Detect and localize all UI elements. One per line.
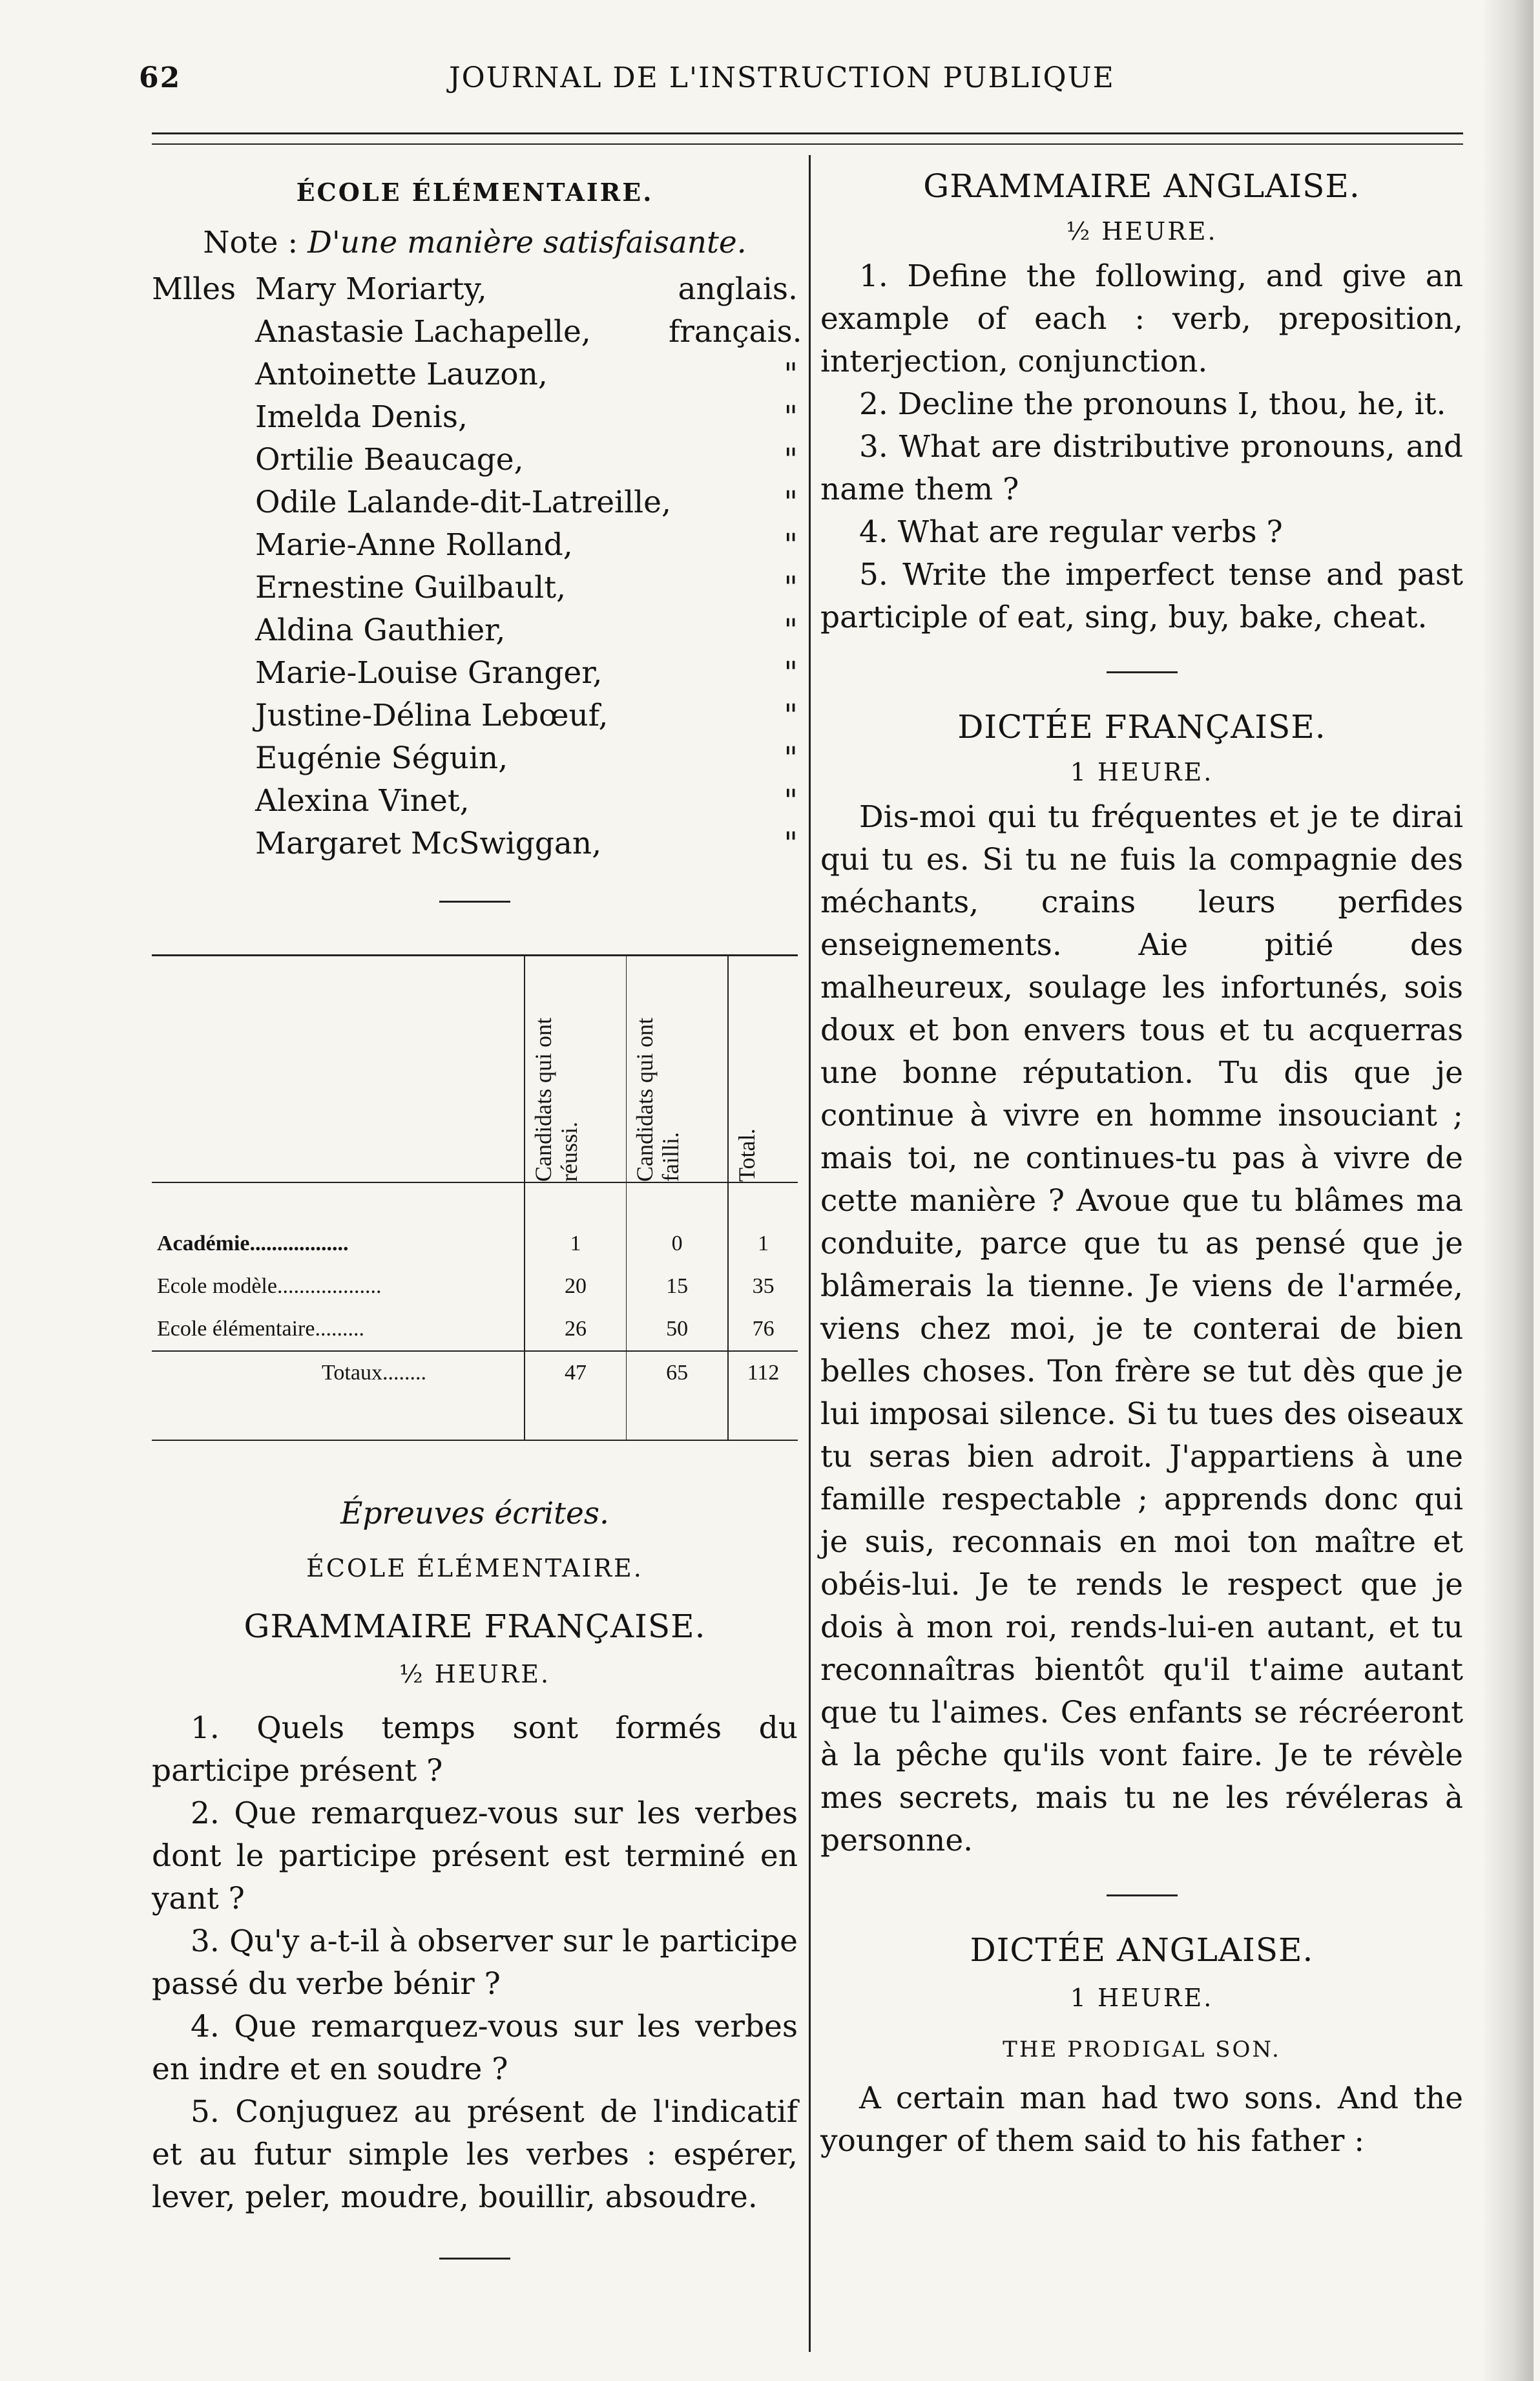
cell-failli: 65 [627, 1351, 729, 1394]
list-item [152, 439, 798, 481]
section-divider [439, 2258, 510, 2260]
left-column [152, 165, 802, 2260]
student-name: Alexina Vinet, [255, 783, 470, 819]
cell-total: 1 [758, 1232, 769, 1255]
page-number: 62 [139, 61, 182, 94]
list-item [152, 567, 798, 609]
question-item: 3. What are distributive pronouns, and name them ? [820, 429, 1463, 507]
list-item [152, 652, 798, 695]
ditto-mark: " [784, 357, 798, 392]
table-row [152, 1308, 798, 1351]
question-item: 2. Decline the pronouns I, thou, he, it. [859, 386, 1446, 422]
note-value: D'une manière satisfaisante. [307, 225, 747, 260]
question-item: 1. Quels temps sont formés du participe présent ? [152, 1710, 798, 1788]
header-rule [152, 132, 1463, 134]
ditto-mark: " [784, 613, 798, 648]
names-prefix: Mlles [152, 271, 236, 307]
list-item [152, 481, 798, 524]
student-name: Aldina Gauthier, [255, 613, 506, 648]
table-row [152, 1222, 798, 1265]
question-item: 5. Write the imperfect tense and past participle of eat, sing, buy, bake, cheat. [820, 557, 1463, 635]
epreuves-heading: Épreuves écrites. [340, 1496, 609, 1531]
list-item [152, 609, 798, 652]
student-name: Eugénie Séguin, [255, 740, 508, 776]
question-item: 5. Conjuguez au présent de l'indicatif et au futur simple les verbes : espérer, lever, peler, moudre, bouillir, absoudre. [152, 2094, 798, 2215]
cell-reussi: 20 [525, 1265, 627, 1308]
dictee-francaise-title: DICTÉE FRANÇAISE. [957, 708, 1326, 746]
table-header-row [152, 956, 798, 1182]
grammaire-anglaise-time: ½ HEURE. [1066, 217, 1218, 246]
grammaire-francaise-title: GRAMMAIRE FRANÇAISE. [244, 1608, 706, 1645]
cell-failli: 15 [627, 1265, 729, 1308]
col-header-reussi: Candidats qui ont réussi. [530, 1018, 582, 1182]
cell-failli: 0 [627, 1222, 729, 1265]
running-header [139, 61, 1470, 94]
dictee-anglaise-subtitle: THE PRODIGAL SON. [1003, 2037, 1281, 2062]
dictee-anglaise-text: A certain man had two sons. And the younger of them said to his father : [820, 2081, 1463, 2159]
list-item [152, 695, 798, 737]
page-edge-shadow [1482, 0, 1534, 2381]
list-item [152, 268, 798, 311]
results-table [152, 956, 798, 1440]
ditto-mark: " [784, 740, 798, 776]
student-name: Odile Lalande-dit-Latreille, [255, 485, 671, 520]
question-item: 1. Define the following, and give an example of each : verb, preposition, interjection, conjunction. [820, 258, 1463, 379]
list-item [152, 353, 798, 396]
ditto-mark: " [784, 783, 798, 819]
student-name: Marie-Louise Granger, [255, 655, 603, 691]
student-name: Marie-Anne Rolland, [255, 527, 573, 563]
dictee-francaise-text: Dis-moi qui tu fréquentes et je te dirai qui tu es. Si tu ne fuis la compagnie des méchants, crains leurs perfides enseignements. Aie pitié des malheureux, soulage les infortunés, sois doux et bon envers tous et tu acquerras une bonne réputation. Tu dis que je continue à vivre en homme insouciant ; mais toi, ne continues-tu pas à vivre de cette manière ? Avoue que tu blâmes ma conduite, parce que tu as pensé que je blâmerais la tienne. Je viens de l'armée, viens chez moi, je te conterai de bien belles choses. Ton frère se tut dès que je lui imposai silence. Si tu tues des oiseaux tu seras bien adroit. J'appartiens à une famille respectable ; apprends donc qui je suis, reconnais en moi ton maître et obéis-lui. Je te rends le respect que je dois à mon roi, rends-lui-en autant, et tu reconnaîtras bientôt qu'il t'aime autant que tu l'aimes. Ces enfants se récréeront à la pêche qu'ils vont faire. Je te révèle mes secrets, mais tu ne les révéleras à personne. [820, 799, 1463, 1858]
student-subject: français. [669, 314, 802, 350]
cell-total: 76 [752, 1317, 775, 1341]
row-label: Ecole élémentaire......... [157, 1317, 364, 1341]
results-table-wrap [152, 954, 798, 1441]
section-divider [1107, 1894, 1178, 1896]
col-header-total: Total. [734, 1128, 760, 1182]
question-item: 4. What are regular verbs ? [859, 514, 1283, 550]
ditto-mark: " [784, 485, 798, 520]
list-item [152, 823, 798, 865]
student-name: Ortilie Beaucage, [255, 442, 524, 477]
header-rule-2 [152, 143, 1463, 145]
ditto-mark: " [784, 527, 798, 563]
names-list [152, 268, 802, 865]
grammaire-francaise-time: ½ HEURE. [399, 1660, 551, 1688]
student-name: Mary Moriarty, [255, 271, 487, 307]
student-name: Justine-Délina Lebœuf, [255, 698, 609, 733]
ditto-mark: " [784, 698, 798, 733]
table-row [152, 1265, 798, 1308]
table-total-row [152, 1351, 798, 1394]
ditto-mark: " [784, 399, 798, 435]
col-header-failli: Candidats qui ont failli. [632, 1018, 684, 1182]
question-item: 2. Que remarquez-vous sur les verbes dont le participe présent est terminé en yant ? [152, 1796, 798, 1916]
ditto-mark: " [784, 826, 798, 861]
dictee-anglaise-time: 1 HEURE. [1070, 1984, 1214, 2012]
list-item [152, 311, 802, 353]
student-name: Anastasie Lachapelle, [255, 314, 591, 350]
ecole-elementaire-heading-2: ÉCOLE ÉLÉMENTAIRE. [306, 1554, 643, 1582]
question-item: 3. Qu'y a-t-il à observer sur le participe passé du verbe bénir ? [152, 1924, 798, 2002]
ditto-mark: " [784, 655, 798, 691]
cell-total: 35 [752, 1274, 775, 1298]
row-label: Ecole modèle................... [157, 1274, 382, 1298]
grammaire-anglaise-title: GRAMMAIRE ANGLAISE. [923, 167, 1360, 205]
total-label: Totaux........ [322, 1361, 426, 1385]
row-label: Académie.................. [157, 1232, 349, 1255]
note-line [152, 222, 798, 264]
ecole-elementaire-heading: ÉCOLE ÉLÉMENTAIRE. [296, 178, 654, 207]
student-name: Margaret McSwiggan, [255, 826, 602, 861]
list-item [152, 396, 798, 439]
student-name: Antoinette Lauzon, [255, 357, 548, 392]
note-label: Note : [203, 225, 298, 260]
journal-title: JOURNAL DE L'INSTRUCTION PUBLIQUE [449, 61, 1115, 94]
cell-reussi: 26 [525, 1308, 627, 1351]
right-column [820, 165, 1463, 2163]
section-divider [1107, 671, 1178, 673]
list-item [152, 737, 798, 780]
cell-reussi: 1 [525, 1222, 627, 1265]
ditto-mark: " [784, 442, 798, 477]
cell-total: 112 [747, 1361, 780, 1385]
student-subject: anglais. [678, 271, 798, 307]
cell-reussi: 47 [525, 1351, 627, 1394]
dictee-anglaise-title: DICTÉE ANGLAISE. [970, 1931, 1314, 1969]
student-name: Imelda Denis, [255, 399, 468, 435]
dictee-francaise-time: 1 HEURE. [1070, 758, 1214, 786]
column-divider [809, 155, 811, 2352]
section-divider [439, 901, 510, 903]
cell-failli: 50 [627, 1308, 729, 1351]
question-item: 4. Que remarquez-vous sur les verbes en indre et en soudre ? [152, 2009, 798, 2087]
list-item [152, 780, 798, 823]
list-item [152, 524, 798, 567]
ditto-mark: " [784, 570, 798, 605]
student-name: Ernestine Guilbault, [255, 570, 567, 605]
